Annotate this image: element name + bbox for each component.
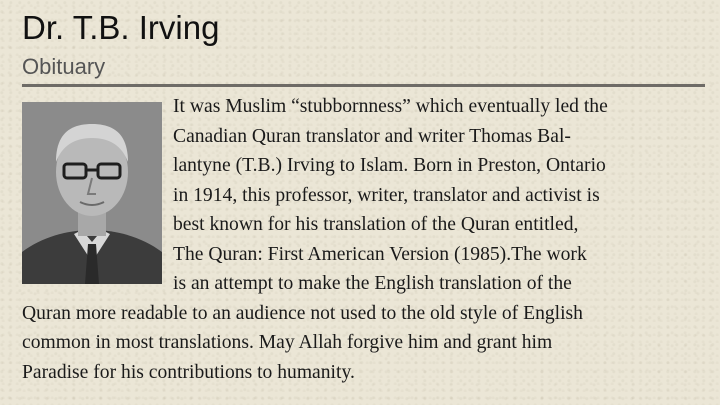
obituary-line: common in most translations. May Allah forgive him and grant him: [22, 332, 553, 353]
obituary-line: Quran more readable to an audience not used to the old style of English: [22, 302, 583, 324]
portrait-photo: [22, 102, 162, 284]
page-subtitle: Obituary: [22, 54, 106, 79]
obituary-line: best known for his translation of the Quran entitled,: [173, 214, 579, 235]
header-divider: [22, 84, 705, 87]
page-title: Dr. T.B. Irving: [22, 9, 220, 46]
obituary-line: It was Muslim “stubbornness” which eventually led the: [173, 96, 608, 117]
obituary-line: lantyne (T.B.) Irving to Islam. Born in Preston, Ontario: [173, 155, 606, 176]
obituary-line: Paradise for his contributions to humanity.: [22, 361, 355, 383]
obituary-line: is an attempt to make the English translation of the: [173, 273, 572, 294]
obituary-line: Canadian Quran translator and writer Thomas Bal-: [173, 125, 571, 147]
obituary-line: The Quran: First American Version (1985).The work: [173, 243, 587, 265]
portrait-illustration: [22, 102, 162, 284]
obituary-line: in 1914, this professor, writer, translator and activist is: [173, 184, 600, 206]
